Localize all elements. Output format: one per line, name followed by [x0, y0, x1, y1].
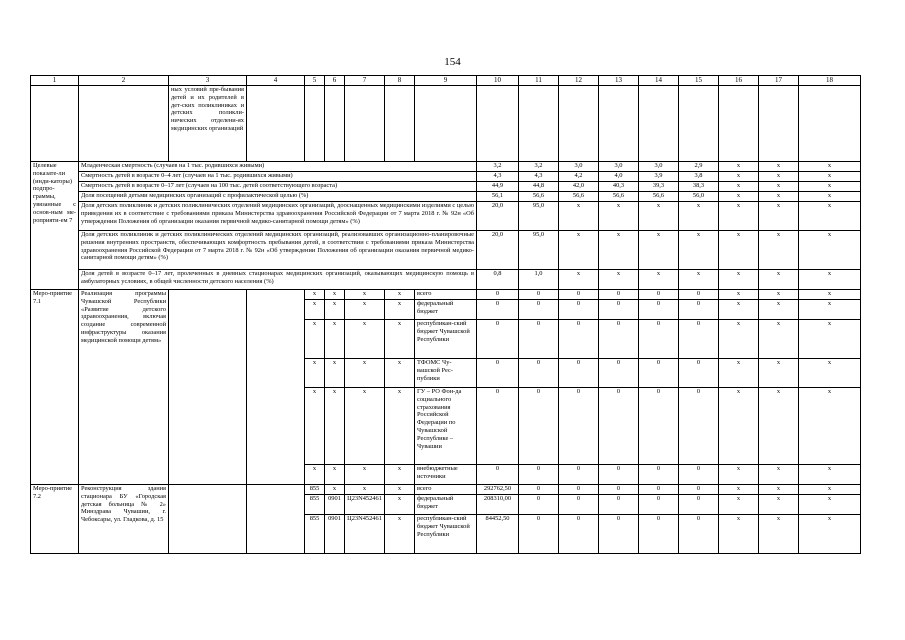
- funding-value: 0: [639, 495, 679, 515]
- funding-value: 0: [679, 515, 719, 554]
- funding-source: ГУ – РО Фон-да социального страхования Российской Федерации по Чувашской Республике – Чувашии: [415, 388, 477, 465]
- indicator-name: Доля детей в возрасте 0–17 лет, пролеченных в дневных стационарах медицинских организаций, оказывающих медицинскую помощь в амбулаторных условиях, в общей численности детского населения (%): [79, 270, 477, 290]
- funding-source: федеральный бюджет: [415, 300, 477, 320]
- funding-value: x: [759, 515, 799, 554]
- funding-amount: 0: [477, 290, 519, 300]
- funding-value: x: [759, 465, 799, 485]
- table-cell: [559, 86, 599, 162]
- indicator-value: 56,6: [599, 192, 639, 202]
- indicator-row: [31, 270, 861, 290]
- funding-amount: 208310,00: [477, 495, 519, 515]
- indicator-value: x: [759, 202, 799, 231]
- table-cell: [477, 86, 519, 162]
- indicator-value: 56,1: [477, 192, 519, 202]
- table-cell: [415, 86, 477, 162]
- table-cell: [79, 86, 169, 162]
- carryover-row: [31, 86, 861, 162]
- funding-value: 0: [599, 465, 639, 485]
- indicator-name: Доля посещений детьми медицинских организаций с профилактической целью (%): [79, 192, 477, 202]
- funding-amount: 0: [477, 320, 519, 359]
- activity-label: Меро-приятие 7.2: [31, 485, 79, 554]
- indicator-value: 20,0: [477, 202, 519, 231]
- table-cell: [639, 86, 679, 162]
- indicator-value: 95,0: [519, 202, 559, 231]
- indicator-name: Младенческая смертность (случаев на 1 тыс. родившихся живыми): [79, 162, 477, 172]
- table-cell: [719, 86, 759, 162]
- indicator-value: x: [799, 182, 861, 192]
- indicator-value: x: [799, 231, 861, 270]
- budget-code: x: [325, 290, 345, 300]
- indicator-value: x: [639, 270, 679, 290]
- column-number: 7: [345, 76, 385, 86]
- funding-value: 0: [679, 359, 719, 388]
- column-number: 17: [759, 76, 799, 86]
- table-cell: [169, 290, 247, 485]
- budget-code: 855: [305, 485, 325, 495]
- funding-value: 0: [519, 290, 559, 300]
- funding-value: x: [759, 359, 799, 388]
- indicator-value: 56,0: [679, 192, 719, 202]
- indicator-value: 56,6: [519, 192, 559, 202]
- table-cell: [345, 86, 385, 162]
- funding-value: 0: [639, 359, 679, 388]
- funding-value: 0: [639, 485, 679, 495]
- funding-value: 0: [559, 320, 599, 359]
- funding-value: 0: [559, 465, 599, 485]
- budget-code: x: [385, 465, 415, 485]
- funding-amount: 0: [477, 359, 519, 388]
- funding-value: x: [759, 388, 799, 465]
- funding-value: 0: [639, 515, 679, 554]
- funding-amount: 84452,50: [477, 515, 519, 554]
- budget-code: x: [305, 320, 325, 359]
- budget-code: x: [325, 465, 345, 485]
- funding-value: x: [799, 300, 861, 320]
- indicator-value: 3,2: [477, 162, 519, 172]
- funding-value: x: [799, 388, 861, 465]
- funding-value: x: [799, 359, 861, 388]
- funding-source: ТФОМС Чу-вашской Рес-публики: [415, 359, 477, 388]
- budget-code: x: [305, 359, 325, 388]
- funding-value: 0: [639, 388, 679, 465]
- indicator-value: x: [719, 172, 759, 182]
- table-cell: [305, 86, 325, 162]
- column-number: 10: [477, 76, 519, 86]
- table-cell: [247, 290, 305, 485]
- budget-code: x: [325, 300, 345, 320]
- column-number: 15: [679, 76, 719, 86]
- indicator-value: x: [599, 202, 639, 231]
- funding-value: 0: [599, 320, 639, 359]
- budget-code: x: [345, 300, 385, 320]
- indicator-value: x: [679, 202, 719, 231]
- activity-label: Меро-приятие 7.1: [31, 290, 79, 485]
- budget-table: [30, 75, 861, 554]
- funding-value: 0: [559, 495, 599, 515]
- target-indicators-label: Целевые показате-ли (инди-каторы) подпро-граммы, увязанные с основ-ным ме-роприяти-ем 7: [31, 162, 79, 290]
- budget-code: x: [345, 388, 385, 465]
- budget-code: x: [305, 465, 325, 485]
- table-cell: [799, 86, 861, 162]
- budget-code: x: [385, 515, 415, 554]
- funding-value: 0: [599, 485, 639, 495]
- funding-value: 0: [559, 359, 599, 388]
- funding-value: 0: [599, 300, 639, 320]
- indicator-value: x: [639, 231, 679, 270]
- budget-code: x: [305, 300, 325, 320]
- indicator-value: x: [559, 231, 599, 270]
- table-cell: [169, 485, 247, 554]
- funding-value: x: [799, 290, 861, 300]
- indicator-value: 44,8: [519, 182, 559, 192]
- indicator-value: x: [599, 231, 639, 270]
- budget-code: x: [385, 495, 415, 515]
- budget-code: x: [385, 290, 415, 300]
- indicator-value: x: [799, 172, 861, 182]
- funding-amount: 0: [477, 300, 519, 320]
- indicator-value: 1,0: [519, 270, 559, 290]
- table-cell: [325, 86, 345, 162]
- indicator-value: x: [599, 270, 639, 290]
- funding-value: 0: [519, 485, 559, 495]
- page-number: 154: [444, 56, 461, 68]
- funding-value: x: [799, 320, 861, 359]
- indicator-value: 3,2: [519, 162, 559, 172]
- funding-source: внебюджетные источники: [415, 465, 477, 485]
- indicator-value: x: [759, 270, 799, 290]
- budget-code: x: [345, 465, 385, 485]
- budget-code: x: [325, 320, 345, 359]
- table-cell: [385, 86, 415, 162]
- table-cell: [247, 86, 305, 162]
- indicator-value: 44,9: [477, 182, 519, 192]
- funding-value: 0: [599, 515, 639, 554]
- budget-code: 855: [305, 515, 325, 554]
- table-cell: [759, 86, 799, 162]
- funding-value: 0: [639, 290, 679, 300]
- indicator-value: 4,3: [477, 172, 519, 182]
- budget-code: x: [305, 388, 325, 465]
- column-number: 1: [31, 76, 79, 86]
- budget-code: Ц23N452461: [345, 495, 385, 515]
- budget-code: x: [345, 320, 385, 359]
- column-number: 6: [325, 76, 345, 86]
- funding-value: 0: [559, 388, 599, 465]
- indicator-value: x: [679, 270, 719, 290]
- column-number: 14: [639, 76, 679, 86]
- budget-code: Ц23N452461: [345, 515, 385, 554]
- indicator-value: 3,0: [599, 162, 639, 172]
- funding-value: x: [719, 320, 759, 359]
- activity-description: Реализация программы Чувашской Республики «Развитие детского здравоохранения, включая создание современной инфраструктуры оказания медицинской помощи детям»: [79, 290, 169, 485]
- indicator-row: [31, 202, 861, 231]
- activity-description: Реконструкция здания стационара БУ «Городская детская больница № 2» Минздрава Чувашии, г. Чебоксары, ул. Гладкова, д. 15: [79, 485, 169, 554]
- indicator-value: x: [559, 270, 599, 290]
- indicator-value: 4,2: [559, 172, 599, 182]
- funding-value: 0: [639, 320, 679, 359]
- funding-value: x: [759, 485, 799, 495]
- funding-value: 0: [599, 388, 639, 465]
- funding-value: x: [799, 495, 861, 515]
- funding-value: x: [719, 290, 759, 300]
- funding-value: 0: [679, 300, 719, 320]
- indicator-value: x: [759, 172, 799, 182]
- table-cell: [599, 86, 639, 162]
- budget-code: x: [325, 485, 345, 495]
- column-number: 9: [415, 76, 477, 86]
- funding-value: x: [719, 495, 759, 515]
- indicator-value: x: [559, 202, 599, 231]
- indicator-name: Смертность детей в возрасте 0–4 лет (случаев на 1 тыс. родившихся живыми): [79, 172, 477, 182]
- indicator-value: x: [719, 231, 759, 270]
- column-number: 4: [247, 76, 305, 86]
- funding-value: 0: [519, 465, 559, 485]
- budget-code: x: [385, 300, 415, 320]
- budget-code: x: [345, 359, 385, 388]
- funding-value: x: [759, 300, 799, 320]
- funding-value: x: [799, 515, 861, 554]
- indicator-value: 3,0: [559, 162, 599, 172]
- indicator-value: 4,3: [519, 172, 559, 182]
- budget-code: 0901: [325, 515, 345, 554]
- indicator-value: x: [759, 182, 799, 192]
- funding-value: 0: [519, 359, 559, 388]
- column-number: 18: [799, 76, 861, 86]
- indicator-value: x: [639, 202, 679, 231]
- indicator-value: x: [719, 192, 759, 202]
- funding-value: x: [799, 485, 861, 495]
- activity-row: [31, 290, 861, 300]
- column-number: 13: [599, 76, 639, 86]
- table-cell: [519, 86, 559, 162]
- funding-value: 0: [599, 495, 639, 515]
- carryover-text: ных условий пре-бывания детей и их родителей в дет-ских поликлиниках и детских поликли-нических отделени-ях медицинских организаций: [169, 86, 247, 162]
- indicator-row: [31, 192, 861, 202]
- indicator-value: x: [799, 162, 861, 172]
- funding-value: x: [719, 300, 759, 320]
- column-number: 5: [305, 76, 325, 86]
- indicator-value: 40,3: [599, 182, 639, 192]
- funding-value: 0: [679, 495, 719, 515]
- funding-source: федеральный бюджет: [415, 495, 477, 515]
- indicator-value: 4,0: [599, 172, 639, 182]
- indicator-value: 2,9: [679, 162, 719, 172]
- funding-value: 0: [599, 359, 639, 388]
- column-number: 12: [559, 76, 599, 86]
- funding-value: x: [759, 320, 799, 359]
- indicator-value: x: [799, 192, 861, 202]
- funding-value: x: [799, 465, 861, 485]
- indicator-value: x: [719, 202, 759, 231]
- indicator-value: 39,3: [639, 182, 679, 192]
- indicator-value: x: [719, 182, 759, 192]
- indicator-value: x: [759, 192, 799, 202]
- funding-value: x: [719, 359, 759, 388]
- funding-source: республикан-ский бюджет Чувашской Республики: [415, 515, 477, 554]
- funding-value: 0: [679, 465, 719, 485]
- funding-amount: 292762,50: [477, 485, 519, 495]
- column-number-row: [31, 76, 861, 86]
- indicator-value: 3,8: [679, 172, 719, 182]
- indicator-value: x: [719, 270, 759, 290]
- budget-code: x: [325, 359, 345, 388]
- funding-value: x: [719, 485, 759, 495]
- budget-code: x: [305, 290, 325, 300]
- funding-value: x: [719, 388, 759, 465]
- column-number: 16: [719, 76, 759, 86]
- indicator-value: 3,0: [639, 162, 679, 172]
- funding-value: x: [719, 465, 759, 485]
- funding-value: 0: [679, 388, 719, 465]
- column-number: 11: [519, 76, 559, 86]
- table-cell: [31, 86, 79, 162]
- funding-value: 0: [679, 320, 719, 359]
- indicator-value: 56,6: [639, 192, 679, 202]
- indicator-value: x: [759, 162, 799, 172]
- funding-value: 0: [679, 290, 719, 300]
- indicator-value: x: [799, 202, 861, 231]
- budget-code: x: [385, 320, 415, 359]
- funding-value: 0: [599, 290, 639, 300]
- funding-value: 0: [519, 320, 559, 359]
- indicator-value: 56,6: [559, 192, 599, 202]
- indicator-value: 0,8: [477, 270, 519, 290]
- budget-code: x: [345, 290, 385, 300]
- indicator-name: Смертность детей в возрасте 0–17 лет (случаев на 100 тыс. детей соответствующего возраста): [79, 182, 477, 192]
- funding-source: республикан-ский бюджет Чувашской Республики: [415, 320, 477, 359]
- budget-code: x: [325, 388, 345, 465]
- budget-code: x: [385, 388, 415, 465]
- indicator-name: Доля детских поликлиник и детских поликлинических отделений медицинских организаций, реализовавших организационно-планировочные решения внутренних пространств, обеспечивающих комфортность пребывания детей, в соответствии с требованиями приказа Министерства здравоохранения Российской Федерации от 7 марта 2018 г. № 92н «Об утверждении Положения об организации оказания первичной медико-санитарной помощи детям» (%): [79, 231, 477, 270]
- budget-code: x: [385, 485, 415, 495]
- funding-value: 0: [639, 300, 679, 320]
- funding-value: 0: [519, 300, 559, 320]
- indicator-value: 38,3: [679, 182, 719, 192]
- funding-amount: 0: [477, 388, 519, 465]
- column-number: 2: [79, 76, 169, 86]
- funding-value: 0: [519, 388, 559, 465]
- indicator-name: Доля детских поликлиник и детских поликлинических отделений медицинских организаций, дооснащенных медицинскими изделиями с целью приведения их в соответствие с требованиями приказа Министерства здравоохранения Российской Федерации от 7 марта 2018 г. № 92н «Об утверждении Положения об организации оказания первичной медико-санитарной помощи детям» (%): [79, 202, 477, 231]
- funding-value: 0: [639, 465, 679, 485]
- indicator-value: 95,0: [519, 231, 559, 270]
- indicator-row: [31, 172, 861, 182]
- column-number: 3: [169, 76, 247, 86]
- funding-amount: 0: [477, 465, 519, 485]
- indicator-value: x: [759, 231, 799, 270]
- indicator-row: [31, 162, 861, 172]
- indicator-value: x: [679, 231, 719, 270]
- budget-code: 855: [305, 495, 325, 515]
- budget-code: x: [345, 485, 385, 495]
- indicator-value: 3,9: [639, 172, 679, 182]
- funding-value: 0: [679, 485, 719, 495]
- budget-code: x: [385, 359, 415, 388]
- funding-value: 0: [559, 515, 599, 554]
- indicator-value: 20,0: [477, 231, 519, 270]
- table-cell: [247, 485, 305, 554]
- indicator-value: 42,0: [559, 182, 599, 192]
- indicator-row: [31, 182, 861, 192]
- funding-value: x: [759, 495, 799, 515]
- funding-value: x: [759, 290, 799, 300]
- funding-value: 0: [519, 515, 559, 554]
- table-cell: [679, 86, 719, 162]
- funding-value: 0: [559, 300, 599, 320]
- budget-code: 0901: [325, 495, 345, 515]
- funding-source: всего: [415, 290, 477, 300]
- funding-source: всего: [415, 485, 477, 495]
- column-number: 8: [385, 76, 415, 86]
- indicator-value: x: [719, 162, 759, 172]
- indicator-row: [31, 231, 861, 270]
- indicator-value: x: [799, 270, 861, 290]
- funding-value: 0: [559, 485, 599, 495]
- funding-value: 0: [559, 290, 599, 300]
- funding-value: 0: [519, 495, 559, 515]
- funding-value: x: [719, 515, 759, 554]
- activity-row: [31, 485, 861, 495]
